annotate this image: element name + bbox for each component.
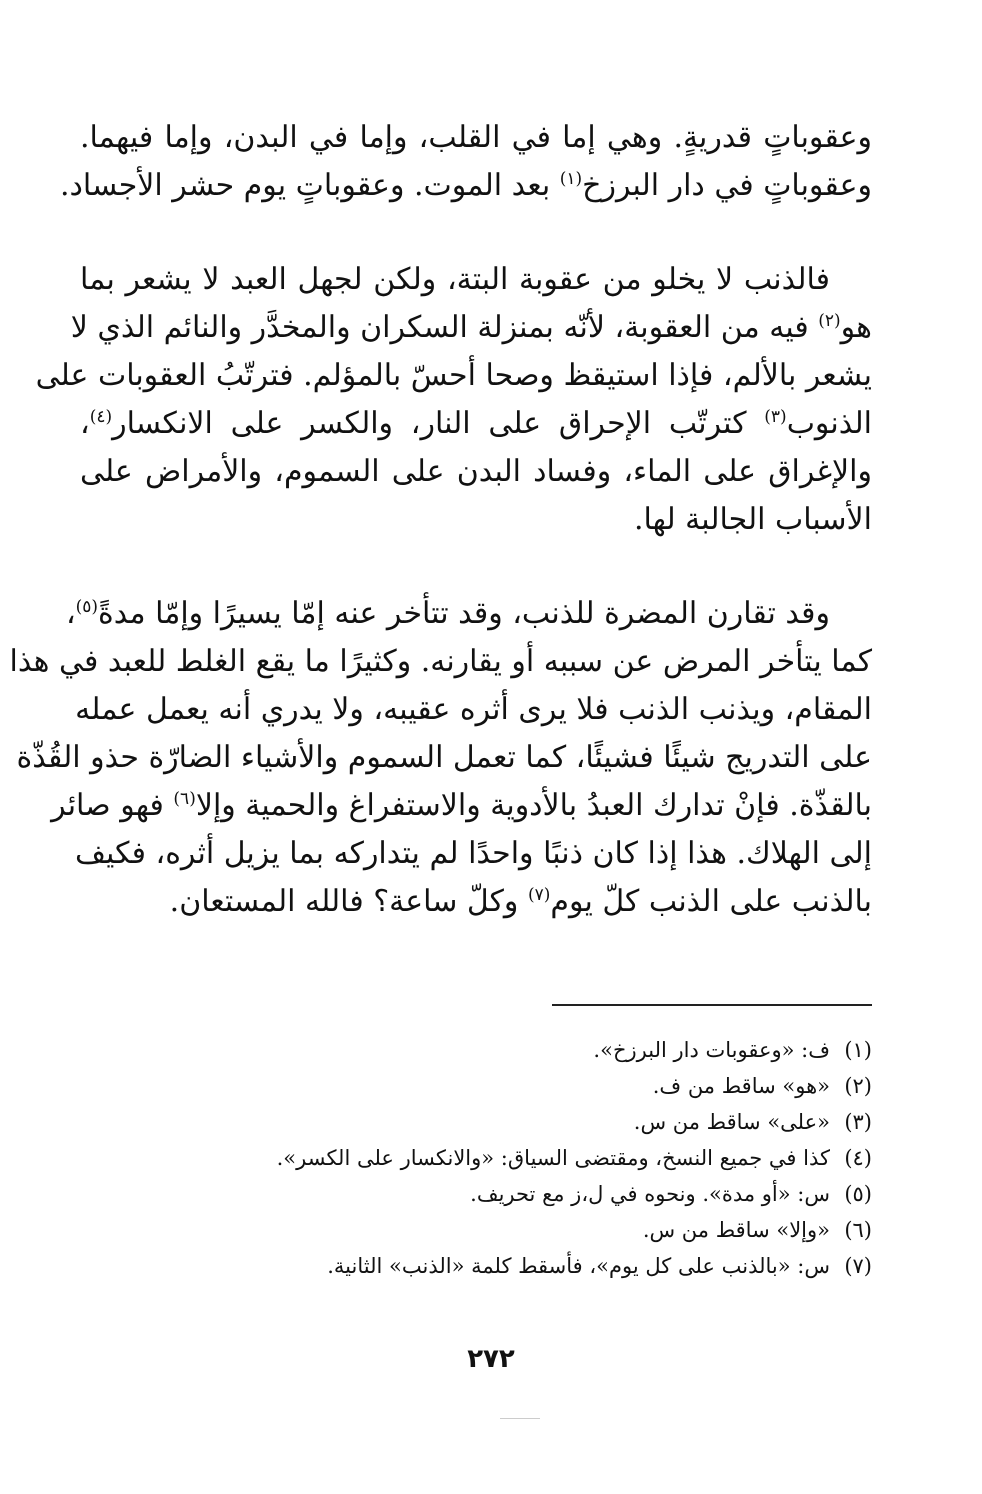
text-line: يشعر بالألم، فإذا استيقظ وصحا أحسّ بالمؤلم. فترتّبُ العقوبات على (35, 358, 872, 393)
footnote-text: كذا في جميع النسخ، ومقتضى السياق: «والانكسار على الكسر». (276, 1146, 830, 1170)
text-run: وعقوباتٍ في دار البرزخ (582, 168, 872, 203)
footnote-separator (552, 1004, 872, 1006)
footnote-ref[interactable]: (٦) (173, 789, 196, 809)
footnote-ref[interactable]: (٧) (527, 885, 551, 905)
text-line: الأسباب الجالبة لها. (634, 502, 872, 537)
footnote-ref[interactable]: (٥) (75, 597, 99, 617)
footnote-text: «وإلا» ساقط من س. (642, 1218, 830, 1242)
text-run: هو (840, 310, 872, 345)
page-body (9, 114, 872, 926)
text-run: وقد تقارن المضرة للذنب، وقد تتأخر عنه إمّا يسيرًا وإمّا مدةً (98, 596, 830, 631)
text-line: والإغراق على الماء، وفساد البدن على السموم، والأمراض على (80, 454, 872, 489)
text-line (51, 782, 872, 830)
footnote-item (172, 1176, 872, 1212)
text-line (70, 304, 872, 352)
text-run: بعد الموت. وعقوباتٍ يوم حشر الأجساد. (59, 168, 560, 203)
text-run: كترتّب الإحراق على النار، والكسر على الانكسار (112, 406, 765, 441)
paragraph-gap (80, 210, 872, 256)
footnotes-list (172, 1032, 872, 1284)
footnote-item (172, 1032, 872, 1068)
footnote-number: (١) (844, 1038, 872, 1062)
text-run: بالذنب على الذنب كلّ يوم (550, 884, 872, 919)
text-line: كما يتأخر المرض عن سببه أو يقارنه. وكثيرًا ما يقع الغلط للعبد في هذا (9, 644, 872, 679)
text-line (80, 878, 872, 926)
text-run: فيه من العقوبة، لأنّه بمنزلة السكران والمخدَّر والنائم الذي لا (70, 310, 819, 345)
text-run: ، (65, 596, 76, 631)
footnote-text: ف: «وعقوبات دار البرزخ». (593, 1038, 830, 1062)
paragraph-1 (59, 114, 872, 210)
paragraph-3 (9, 590, 872, 926)
footnote-text: س: «أو مدة». ونحوه في ل،ز مع تحريف. (470, 1182, 830, 1206)
footnote-number: (٦) (844, 1218, 872, 1242)
text-run: ، (80, 406, 90, 441)
footnote-number: (٢) (844, 1074, 872, 1098)
paragraph-2 (35, 256, 872, 544)
footnote-text: «على» ساقط من س. (633, 1110, 830, 1134)
page-number: ٢٧٢ (467, 1344, 515, 1374)
footnote-text: «هو» ساقط من ف. (652, 1074, 830, 1098)
paragraph-gap (80, 544, 872, 590)
footnote-item (172, 1068, 872, 1104)
text-line: وعقوباتٍ قدريةٍ. وهي إما في القلب، وإما في البدن، وإما فيهما. (80, 120, 872, 155)
footnote-text: س: «بالذنب على كل يوم»، فأسقط كلمة «الذنب» الثانية. (327, 1254, 830, 1278)
scan-speck (500, 1418, 540, 1419)
text-run: الذنوب (786, 406, 872, 441)
text-line: فالذنب لا يخلو من عقوبة البتة، ولكن لجهل العبد لا يشعر بما (80, 262, 830, 297)
text-line: على التدريج شيئًا فشيئًا، كما تعمل السموم والأشياء الضارّة حذو القُذّة (16, 740, 872, 775)
text-line (65, 590, 872, 638)
footnote-number: (٣) (844, 1110, 872, 1134)
footnote-item (172, 1140, 872, 1176)
footnote-ref[interactable]: (١) (559, 169, 583, 189)
footnote-item (172, 1212, 872, 1248)
footnote-item (172, 1248, 872, 1284)
text-line (80, 400, 872, 448)
footnote-number: (٤) (844, 1146, 872, 1170)
footnote-number: (٧) (844, 1254, 872, 1278)
text-run: وكلّ ساعة؟ فالله المستعان. (169, 884, 528, 919)
footnote-item (172, 1104, 872, 1140)
text-line (59, 162, 872, 210)
footnote-ref[interactable]: (٣) (764, 407, 787, 427)
footnote-number: (٥) (844, 1182, 872, 1206)
text-run: بالقذّة. فإنْ تدارك العبدُ بالأدوية والاستفراغ والحمية وإلا (195, 788, 872, 823)
text-run: فهو صائر (51, 788, 174, 823)
footnote-ref[interactable]: (٢) (818, 311, 841, 331)
text-line: المقام، ويذنب الذنب فلا يرى أثره عقيبه، ولا يدري أنه يعمل عمله (75, 692, 872, 727)
text-line: إلى الهلاك. هذا إذا كان ذنبًا واحدًا لم يتداركه بما يزيل أثره، فكيف (74, 836, 872, 871)
footnote-ref[interactable]: (٤) (89, 407, 113, 427)
